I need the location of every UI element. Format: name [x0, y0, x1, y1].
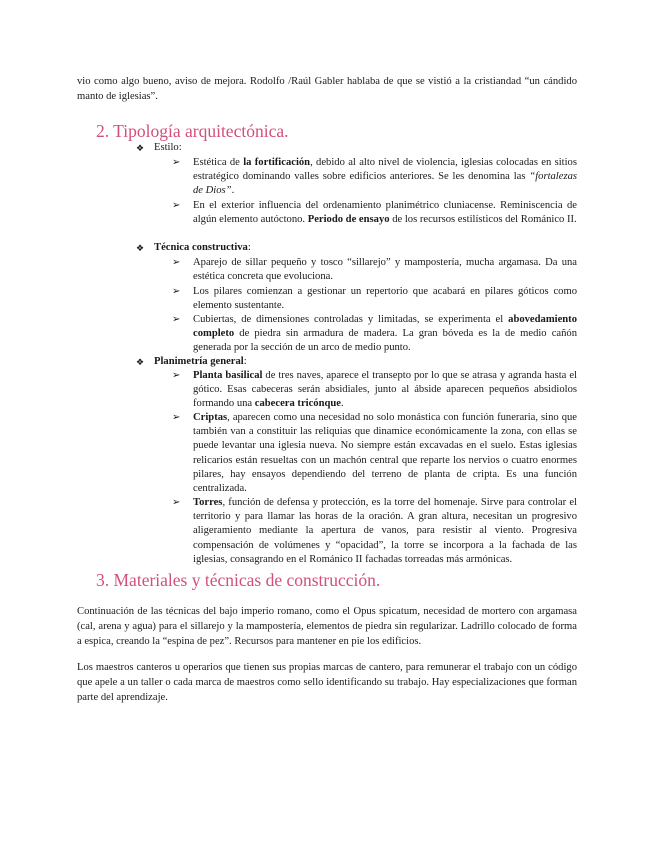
- materials-paragraph-2: Los maestros canteros u operarios que tienen sus propias marcas de cantero, para remunerar el trabajo con un código que apele a un taller o cada marca de maestros como sello identificando su trabajo. Hay especializaciones que forman parte del aprendizaje.: [77, 662, 577, 703]
- arrow-bullet-icon: ➢: [172, 497, 181, 508]
- sub-bullet-text: Planta basilical de tres naves, aparece el transepto por lo que se atrasa y agranda hasta el gótico. Esas cabeceras serán absidiales, junto al ábside aparecen pequeños absidiolos formando una cabecera tricónque.: [193, 370, 577, 410]
- sub-bullet-cubiertas: [172, 313, 577, 356]
- sub-bullet-torres: [172, 496, 577, 567]
- sub-bullet-criptas: [172, 411, 577, 496]
- diamond-bullet-icon: ❖: [136, 243, 145, 253]
- bullet-label: Técnica constructiva:: [154, 242, 251, 253]
- sub-bullet-text: Estética de la fortificación, debido al alto nivel de violencia, iglesias colocadas en sitios estratégico dominando valles sobre edificios anteriores. Se les denomina las “fortalezas de Dios”.: [193, 157, 577, 197]
- materials-paragraph-1: Continuación de las técnicas del bajo imperio romano, como el Opus spicatum, necesidad de mortero con argamasa (cal, arena y agua) para el sillarejo y la mampostería, elementos de piedra sin regularizar. Ladrillo colocado de forma a espica, creando la “espina de pez”. Recursos para mantener en pie los edificios.: [77, 606, 577, 647]
- diamond-bullet-icon: ❖: [136, 357, 145, 367]
- arrow-bullet-icon: ➢: [172, 370, 181, 381]
- section-2-heading: 2. Tipología arquitectónica.: [96, 121, 289, 141]
- sub-bullet-text: Aparejo de sillar pequeño y tosco “sillarejo” y mampostería, mucha argamasa. Da una estética concreta que evoluciona.: [193, 257, 577, 283]
- arrow-bullet-icon: ➢: [172, 412, 181, 423]
- intro-paragraph: vio como algo bueno, aviso de mejora. Rodolfo /Raúl Gabler hablaba de que se vistió a la cristiandad “un cándido manto de iglesias”.: [77, 76, 577, 102]
- arrow-bullet-icon: ➢: [172, 257, 181, 268]
- sub-bullet-text: Torres, función de defensa y protección, es la torre del homenaje. Sirve para controlar el territorio y para llamar las horas de la oración. A gran altura, necesitan un progresivo aligeramiento mediante la apertura de vanos, para resistir al viento. Progresiva compensación de volúmenes y “opacidad”, la torre se incorpora a la fachada de las iglesias, consagrando en el Románico II fachadas torreadas más armónicas.: [193, 497, 577, 565]
- sub-bullet-fortificacion: [172, 156, 577, 199]
- sub-bullet-pilares: [172, 285, 577, 313]
- sub-bullet-text: Criptas, aparecen como una necesidad no solo monástica con función funeraria, sino que también van a constituir las reliquias que dinamice económicamente la zona, con ellas se puede levantar una iglesia nueva. No siempre están excavadas en el suelo. Estas iglesias relicarios están resueltas con un machón central que reparte los nervios o cuatro enormes pilares, hay ensayos dependiendo del terreno de planta de cripta. Es una función centralizada.: [193, 412, 577, 495]
- arrow-bullet-icon: ➢: [172, 157, 181, 168]
- sub-bullet-text: Cubiertas, de dimensiones controladas y limitadas, se experimenta el abovedamiento completo de piedra sin armadura de madera. La gran bóveda es la de medio cañón generada por la sección de un arco de medio punto.: [193, 314, 577, 354]
- bullet-label: Planimetría general:: [154, 356, 247, 367]
- sub-bullet-planta: [172, 369, 577, 412]
- sub-bullet-text: Los pilares comienzan a gestionar un repertorio que acabará en pilares góticos como elemento sustentante.: [193, 286, 577, 312]
- section-3-heading: 3. Materiales y técnicas de construcción.: [96, 570, 381, 590]
- arrow-bullet-icon: ➢: [172, 286, 181, 297]
- sub-bullet-text: En el exterior influencia del ordenamiento planimétrico cluniacense. Reminiscencia de algún elemento autóctono. Periodo de ensayo de los recursos estilísticos del Románico II.: [193, 200, 577, 226]
- arrow-bullet-icon: ➢: [172, 314, 181, 325]
- arrow-bullet-icon: ➢: [172, 200, 181, 211]
- bullet-label: Estilo:: [154, 142, 182, 153]
- diamond-bullet-icon: ❖: [136, 143, 145, 153]
- sub-bullet-aparejo: [172, 256, 577, 284]
- sub-bullet-exterior: [172, 199, 577, 227]
